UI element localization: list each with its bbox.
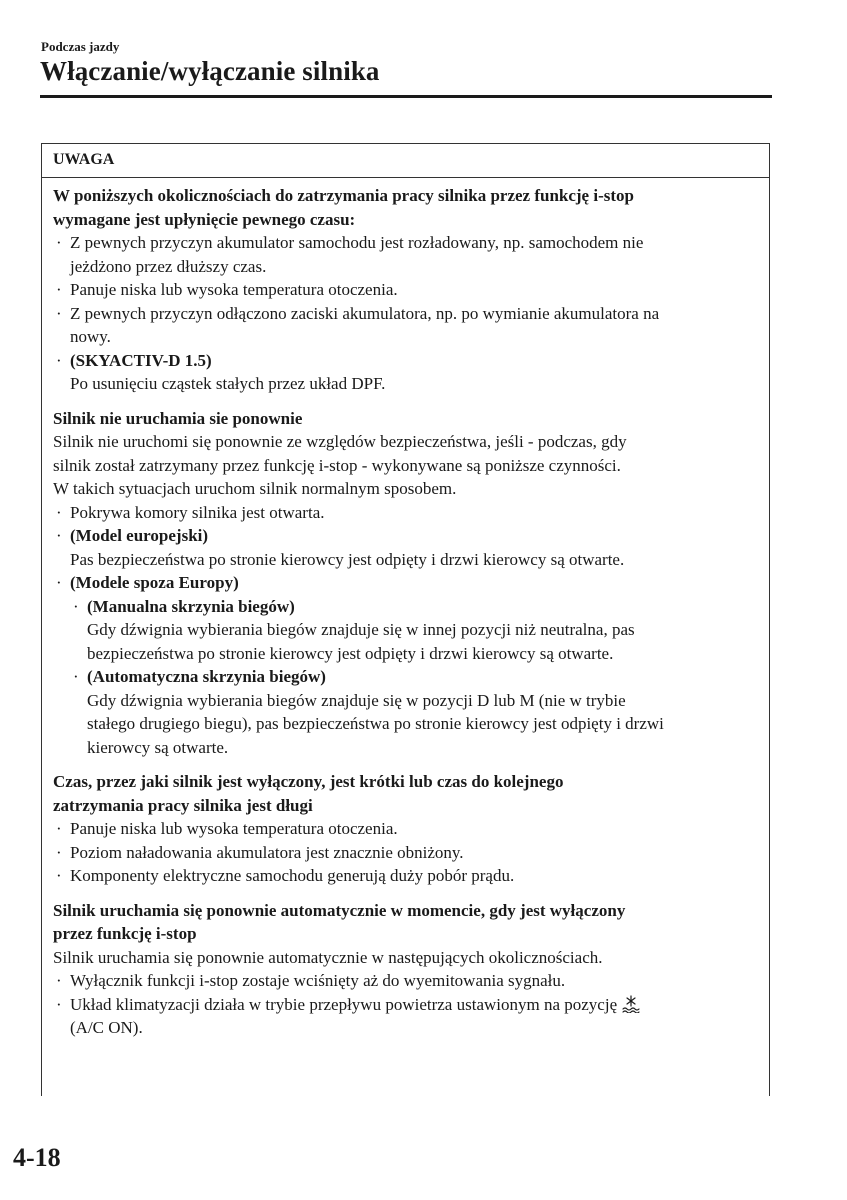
block3-heading-line: zatrzymania pracy silnika jest długi [53, 795, 313, 815]
block4-heading [53, 899, 757, 946]
list-item-label: (SKYACTIV-D 1.5) [70, 350, 212, 370]
list-item-text [70, 993, 757, 1017]
notice-body [42, 178, 769, 1040]
block4-heading-line: Silnik uruchamia się ponownie automatycznie w momencie, gdy jest wyłączony [53, 900, 626, 920]
list-item-text: jeżdżono przez dłuższy czas. [70, 256, 267, 276]
page-title: Włączanie/wyłączanie silnika [40, 56, 380, 86]
block4-heading-line: przez funkcję i-stop [53, 924, 197, 943]
block1-intro [53, 184, 757, 231]
bullet: · [56, 994, 62, 1014]
block2-text [53, 430, 757, 501]
sub-item-text: stałego drugiego biegu), pas bezpieczeństwa po stronie kierowcy jest odpięty i drzwi [87, 714, 664, 733]
sub-item-text: Gdy dźwignia wybierania biegów znajduje się w pozycji D lub M (nie w trybie [87, 690, 626, 710]
bullet: · [56, 350, 62, 370]
block2-text-line: W takich sytuacjach uruchom silnik normalnym sposobem. [53, 479, 457, 498]
list-item-text: Pokrywa komory silnika jest otwarta. [70, 502, 325, 522]
list-item-text: Z pewnych przyczyn akumulator samochodu jest rozładowany, np. samochodem nie [70, 233, 644, 252]
block3-heading [53, 770, 757, 817]
sub-item-text: bezpieczeństwa po stronie kierowcy jest odpięty i drzwi kierowcy są otwarte. [87, 643, 614, 663]
bullet: · [56, 280, 62, 299]
list-item-text: Pas bezpieczeństwa po stronie kierowcy jest odpięty i drzwi kierowcy są otwarte. [70, 549, 625, 569]
bullet: · [56, 502, 62, 522]
list-item [53, 349, 757, 396]
list-item-text: Wyłącznik funkcji i-stop zostaje wciśnięty aż do wyemitowania sygnału. [70, 971, 566, 990]
list-item-text: Z pewnych przyczyn odłączono zaciski akumulatora, np. po wymianie akumulatora na [70, 303, 660, 323]
list-item [53, 501, 757, 525]
list-item-text: Panuje niska lub wysoka temperatura otoczenia. [70, 819, 398, 838]
block3-heading-line: Czas, przez jaki silnik jest wyłączony, jest krótki lub czas do kolejnego [53, 772, 564, 791]
list-item-text: (A/C ON). [70, 1018, 143, 1037]
list-item-label: (Modele spoza Europy) [70, 573, 239, 592]
list-item [53, 278, 757, 302]
block2-list [53, 501, 757, 760]
block1-list [53, 231, 757, 396]
list-item-text: Komponenty elektryczne samochodu generują duży pobór prądu. [70, 866, 515, 885]
bullet: · [56, 971, 62, 990]
list-item-text: Panuje niska lub wysoka temperatura otoczenia. [70, 280, 398, 299]
title-rule [40, 95, 772, 98]
block4-list [53, 969, 757, 1040]
sub-list-item [70, 595, 757, 666]
notice-heading: UWAGA [42, 144, 769, 178]
list-item-text: nowy. [70, 327, 111, 346]
bullet: · [56, 573, 62, 592]
block1-intro-line: wymagane jest upłynięcie pewnego czasu: [53, 209, 356, 229]
block2-text-line: Silnik nie uruchomi się ponownie ze względów bezpieczeństwa, jeśli - podczas, gdy [53, 432, 627, 451]
bullet: · [73, 596, 79, 616]
ac-snowflake-icon [621, 995, 641, 1013]
list-item [53, 841, 757, 865]
bullet: · [73, 667, 79, 686]
list-item [53, 969, 757, 993]
bullet: · [56, 842, 62, 862]
block3-list [53, 817, 757, 888]
list-item [53, 302, 757, 349]
list-item [53, 817, 757, 841]
sub-item-label: (Manualna skrzynia biegów) [87, 596, 295, 616]
block2-heading: Silnik nie uruchamia sie ponownie [53, 408, 303, 428]
sub-item-label: (Automatyczna skrzynia biegów) [87, 667, 326, 686]
page-number: 4-18 [13, 1143, 61, 1172]
block2-text-line: silnik został zatrzymany przez funkcję i-stop - wykonywane są poniższe czynności. [53, 455, 621, 475]
bullet: · [56, 866, 62, 885]
block1-intro-line: W poniższych okolicznościach do zatrzymania pracy silnika przez funkcję i-stop [53, 186, 634, 205]
section-label: Podczas jazdy [41, 39, 120, 54]
sub-list-item [70, 665, 757, 759]
notice-box [41, 143, 770, 1096]
bullet: · [56, 303, 62, 323]
sub-item-text: Gdy dźwignia wybierania biegów znajduje się w innej pozycji niż neutralna, pas [87, 620, 635, 639]
bullet: · [56, 526, 62, 545]
list-item [53, 231, 757, 278]
block4-text: Silnik uruchamia się ponownie automatycznie w następujących okolicznościach. [53, 947, 603, 967]
list-item [53, 524, 757, 571]
list-item-label: (Model europejski) [70, 526, 209, 545]
bullet: · [56, 233, 62, 252]
list-item [53, 864, 757, 888]
list-item [53, 993, 757, 1040]
sub-item-text: kierowcy są otwarte. [87, 737, 229, 757]
sub-list [70, 595, 757, 760]
list-item-text-part: Układ klimatyzacji działa w trybie przepływu powietrza ustawionym na pozycję [70, 994, 618, 1014]
list-item-text: Po usunięciu cząstek stałych przez układ DPF. [70, 374, 386, 393]
list-item [53, 571, 757, 759]
bullet: · [56, 819, 62, 838]
list-item-text: Poziom naładowania akumulatora jest znacznie obniżony. [70, 842, 464, 862]
